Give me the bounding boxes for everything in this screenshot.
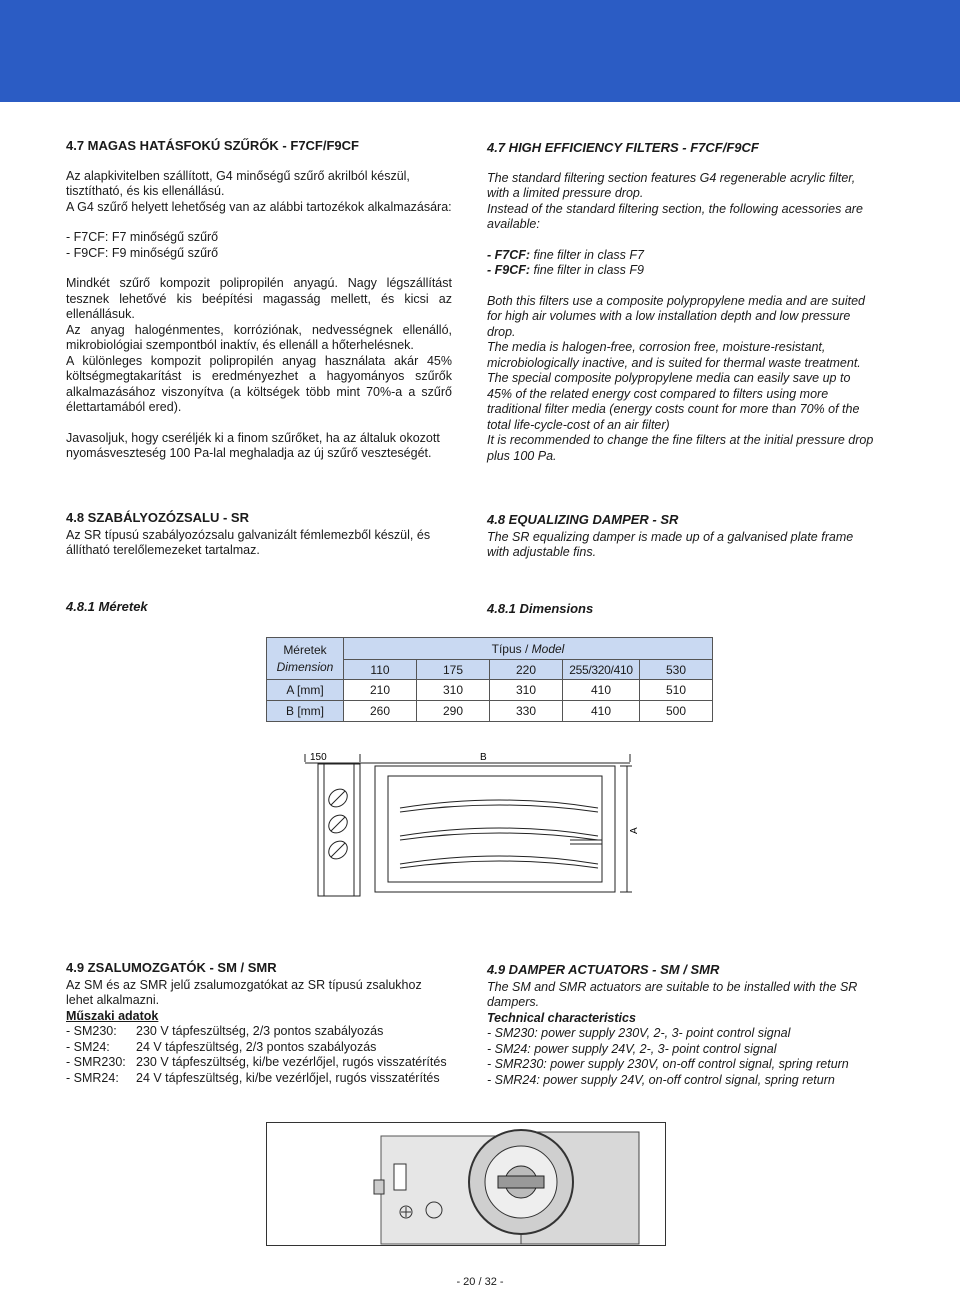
list-item: - SM230: 230 V tápfeszültség, 2/3 pontos szabályozás: [66, 1024, 384, 1038]
actuator-illustration: [266, 1122, 666, 1246]
section-4-9-en: [487, 962, 875, 1088]
dimension-label-150: 150: [310, 752, 327, 763]
tech-heading: Műszaki adatok: [66, 1008, 159, 1023]
paragraph: Both this filters use a composite polypropylene media and are suited for high air volumes with a low installation depth and low pressure drop.: [487, 293, 865, 339]
paragraph: The SR equalizing damper is made up of a galvanised plate frame with adjustable fins.: [487, 529, 854, 559]
section-title: 4.8 EQUALIZING DAMPER - SR: [487, 512, 679, 527]
paragraph: Az alapkivitelben szállított, G4 minőségű szűrő akrilból készül, tisztítható, és kis ellenállású.: [66, 168, 410, 198]
table-model: 220: [490, 660, 563, 680]
tech-heading: Technical characteristics: [487, 1010, 636, 1025]
subsection-title: 4.8.1 Dimensions: [487, 600, 594, 616]
paragraph: Az SR típusú szabályozózsalu galvanizált fémlemezből készül, és állítható terelőlemezeket tartalmaz.: [66, 527, 431, 557]
section-4-7-en: [487, 140, 875, 464]
list-item: - F7CF: F7 minőségű szűrő: [66, 230, 219, 244]
table-model: 175: [417, 660, 490, 680]
table-row: B [mm] 260 290 330 410 500: [267, 701, 713, 722]
table-type-header: Típus / Model: [344, 638, 713, 660]
table-model: 255/320/410: [563, 660, 640, 680]
table-model: 110: [344, 660, 417, 680]
section-4-9-hu: [66, 960, 452, 1086]
dimension-label-a: A: [629, 827, 640, 834]
paragraph: Javasoljuk, hogy cseréljék ki a finom szűrőket, ha az általuk okozott nyomásveszteség 100 Pa-lal meghaladja az új szűrő veszteségét.: [66, 430, 440, 460]
paragraph: Az anyag halogénmentes, korróziónak, nedvességnek ellenálló, mikrobiológiai szempontból inaktív, és ellenáll a hőterhelésnek.: [66, 322, 452, 352]
paragraph: Instead of the standard filtering section, the following acessories are available:: [487, 201, 863, 231]
list-item: - SM230: power supply 230V, 2-, 3- point control signal: [487, 1026, 791, 1040]
list-item: - F9CF: fine filter in class F9: [487, 263, 644, 277]
list-item: - SM24: 24 V tápfeszültség, 2/3 pontos szabályozás: [66, 1039, 377, 1054]
section-4-8-en: [487, 512, 875, 616]
paragraph: Mindkét szűrő kompozit polipropilén anyagú. Nagy légszállítást tesznek lehetővé kis beépítési magasság mellett, és kicsi az ellenállásuk.: [66, 276, 452, 321]
paragraph: A G4 szűrő helyett lehetőség van az alábbi tartozékok alkalmazására:: [66, 199, 452, 214]
header-band: [0, 0, 960, 102]
list-item: - SMR230: 230 V tápfeszültség, ki/be vezérlőjel, rugós visszatérítés: [66, 1055, 447, 1069]
section-title: 4.7 HIGH EFFICIENCY FILTERS - F7CF/F9CF: [487, 140, 759, 155]
paragraph: The special composite polypropylene media can easily save up to 45% of the related energy cost compared to filters using more traditional filter media (energy costs count for more than 70% of the total life-cycle-cost of an air filter): [487, 371, 860, 432]
section-title: 4.8 SZABÁLYOZÓZSALU - SR: [66, 510, 249, 525]
list-item: - SMR24: power supply 24V, on-off control signal, spring return: [487, 1072, 835, 1087]
paragraph: A különleges kompozit polipropilén anyag használata akár 45% költségmegtakarítást is eredményezhet a hagyományos szűrők alkalmazásához viszonyítva (a költségek több mint 70%-a a szűrő élettartamából ered).: [66, 353, 452, 414]
section-4-8-hu: [66, 510, 452, 614]
list-item: - SM24: power supply 24V, 2-, 3- point control signal: [487, 1041, 777, 1056]
section-title: 4.9 ZSALUMOZGATÓK - SM / SMR: [66, 960, 277, 975]
section-title: 4.9 DAMPER ACTUATORS - SM / SMR: [487, 962, 720, 977]
paragraph: The standard filtering section features G4 regenerable acrylic filter, with a limited pressure drop.: [487, 170, 856, 200]
list-item: - F9CF: F9 minőségű szűrő: [66, 245, 219, 260]
damper-drawing: [300, 748, 645, 900]
list-item: - F7CF: fine filter in class F7: [487, 247, 644, 262]
section-4-7-hu: [66, 138, 452, 462]
dimension-label-b: B: [480, 752, 487, 763]
table-model: 530: [640, 660, 713, 680]
list-item: - SMR230: power supply 230V, on-off control signal, spring return: [487, 1057, 849, 1071]
section-title: 4.7 MAGAS HATÁSFOKÚ SZŰRŐK - F7CF/F9CF: [66, 138, 359, 153]
table-corner: Méretek Dimension: [267, 638, 344, 680]
dimensions-table: [266, 637, 713, 722]
list-item: - SMR24: 24 V tápfeszültség, ki/be vezérlőjel, rugós visszatérítés: [66, 1070, 440, 1085]
paragraph: The SM and SMR actuators are suitable to be installed with the SR dampers.: [487, 979, 858, 1009]
table-row: A [mm] 210 310 310 410 510: [267, 680, 713, 701]
paragraph: It is recommended to change the fine filters at the initial pressure drop plus 100 Pa.: [487, 433, 874, 463]
paragraph: The media is halogen-free, corrosion free, moisture-resistant, microbiologically inactive, and is suited for thermal waste treatment.: [487, 340, 861, 370]
subsection-title: 4.8.1 Méretek: [66, 598, 148, 614]
page-number: - 20 / 32 -: [456, 1276, 504, 1288]
paragraph: Az SM és az SMR jelű zsalumozgatókat az SR típusú zsalukhoz lehet alkalmazni.: [66, 977, 422, 1007]
